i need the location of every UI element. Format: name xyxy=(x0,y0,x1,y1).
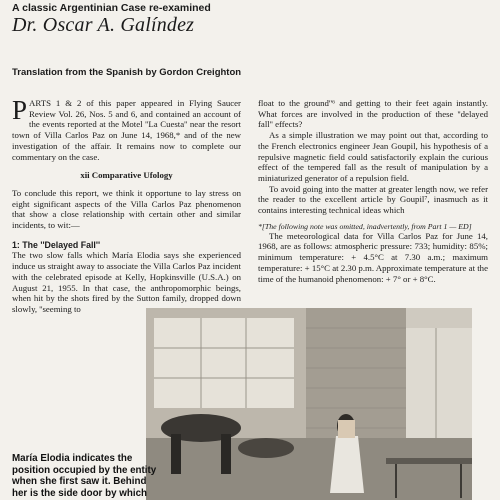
left-column xyxy=(12,95,241,315)
intro-text: ARTS 1 & 2 of this paper appeared in Flying Saucer Review Vol. 26, Nos. 5 and 6, and contained an account of the events reported at the Motel ''La Cuesta'' near the resort town of Villa Carlos Paz on June 14, 1968,* and of the new investigation of the affair. It remains now to complete our commentary on the case. xyxy=(12,98,241,162)
goupil-paragraph: As a simple illustration we may point out that, according to the French electronics engineer Jean Goupil, his hypothesis of a repulsive magnetic field could satisfactorily explain the curious effect of the tempered fall as the result of manipulation by a miniaturized generator of a repulsion field. xyxy=(258,130,488,183)
drop-cap: P xyxy=(12,95,28,125)
meteorological-paragraph: The meteorological data for Villa Carlos Paz for June 14, 1968, are as follows: atmospheric pressure: 733; humidity: 85%; minimum temperature: + 4.5°C at 7.30 a.m.; maximum temperature: + 15°C at 2.30 p.m. Approximate temperature at the time of the humanoid phenomenon: + 7° or + 8°C. xyxy=(258,230,488,284)
section-paragraph: To conclude this report, we think it opportune to lay stress on eight significant aspects of the Villa Carlos Paz phenomenon that show a close relationship with certain other and similar incidents, to wit:— xyxy=(12,187,241,231)
editor-footnote: *[The following note was omitted, inadvertently, from Part 1 — ED] xyxy=(258,221,472,231)
intro-paragraph xyxy=(12,95,241,162)
subsection-heading: 1: The ''Delayed Fall'' xyxy=(12,239,101,250)
photo-caption: María Elodia indicates the position occupied by the entity when she first saw it. Behind her is the side door by which xyxy=(12,453,157,499)
article-photo xyxy=(146,308,472,500)
subsection-paragraph: The two slow falls which María Elodia says she experienced induce us straight away to associate the Villa Carlos Paz incident with the celebrated episode at Kelly, Hopkinsville (U.S.A.) on August 21, 1955. In that case, the anthropomorphic beings, when hit by the shots fired by the Sutton family, dropped down slowly, ''seeming to xyxy=(12,250,241,314)
photo-illustration xyxy=(146,308,472,500)
right-column xyxy=(258,98,488,284)
translation-credit: Translation from the Spanish by Gordon Creighton xyxy=(12,67,242,78)
section-heading: xii Comparative Ufology xyxy=(80,170,173,181)
reference-paragraph: To avoid going into the matter at greater length now, we refer the reader to the excellent article by Goupil⁷, inasmuch as it contains interesting technical ideas which xyxy=(258,183,488,216)
continuation-paragraph: float to the ground''⁶ and getting to their feet again instantly. What forces are involved in the production of these ''delayed fall'' effects? xyxy=(258,98,488,130)
article-kicker: A classic Argentinian Case re-examined xyxy=(12,2,211,14)
author-name: Dr. Oscar A. Galíndez xyxy=(12,14,195,36)
